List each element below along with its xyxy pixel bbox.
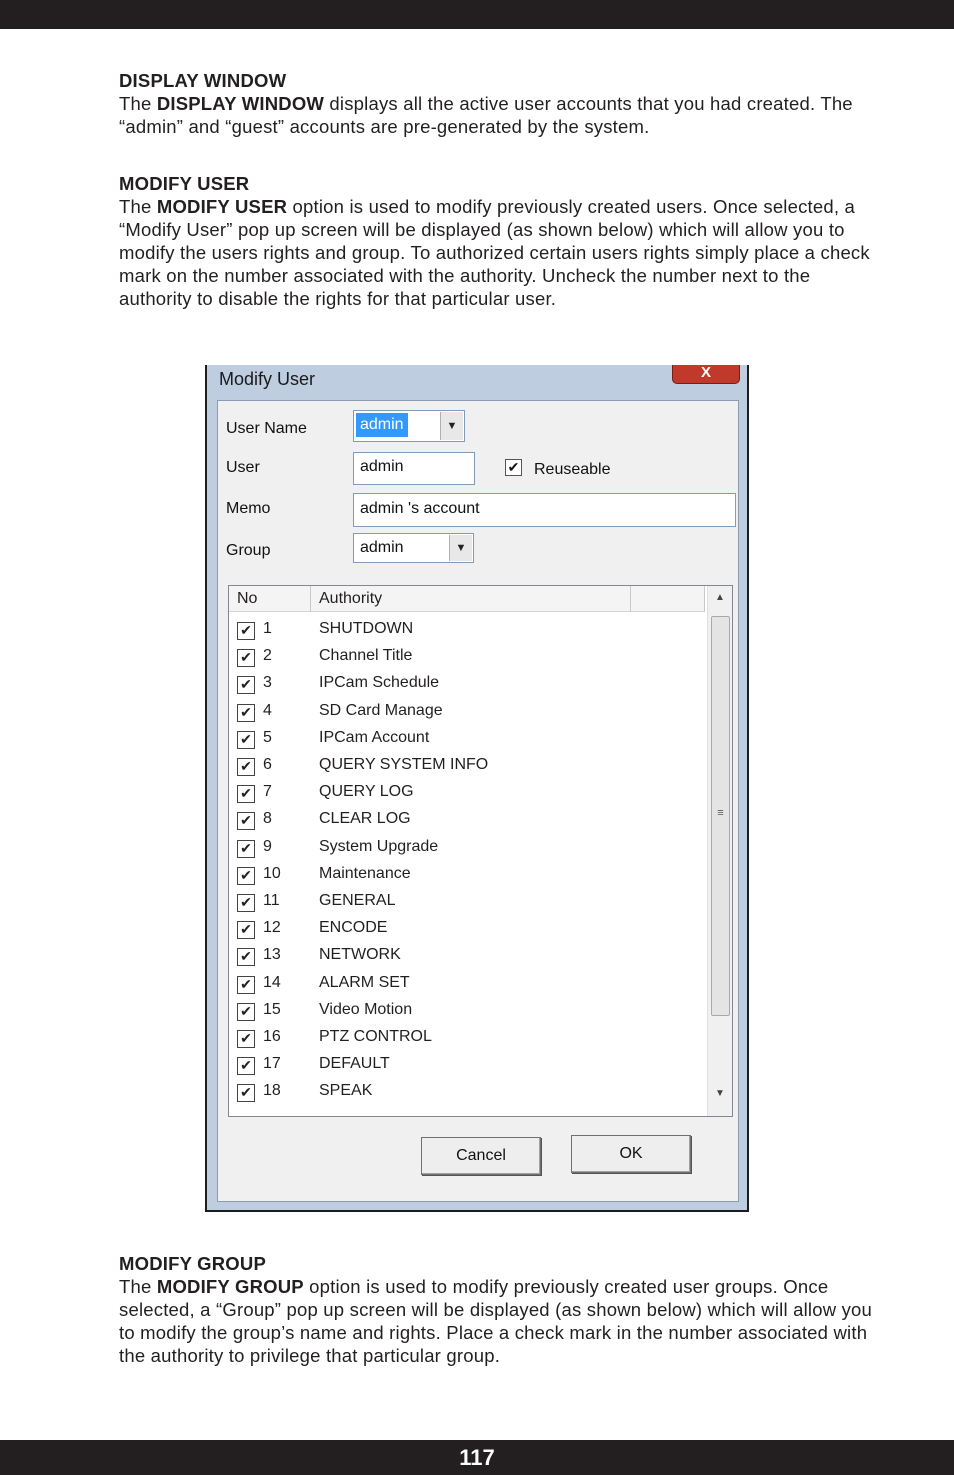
user-name-combobox[interactable]	[353, 410, 465, 442]
authority-name: ENCODE	[319, 919, 388, 937]
paragraph-bold: DISPLAY WINDOW	[156, 93, 325, 114]
group-combobox[interactable]	[353, 533, 474, 563]
user-field[interactable]: admin	[353, 452, 475, 485]
authority-name: SD Card Manage	[319, 701, 443, 719]
authority-number: 18	[263, 1082, 281, 1100]
authority-checkbox[interactable]: ✔	[237, 894, 255, 912]
memo-field[interactable]: admin 's account	[353, 493, 736, 527]
paragraph-text: displays all the active user accounts that you had created. The “admin” and “guest” accounts are pre-generated by the system.	[119, 93, 853, 137]
group-value: admin	[360, 539, 404, 556]
list-item[interactable]	[229, 1053, 699, 1080]
authority-name: DEFAULT	[319, 1055, 390, 1073]
user-label: User	[226, 459, 260, 476]
dialog-frame	[207, 365, 747, 1210]
reuseable-checkbox[interactable]: ✔	[505, 459, 522, 476]
paragraph-text: option is used to modify previously created user groups. Once selected, a “Group” pop up screen will be displayed (as shown below) which will allow you to modify the group’s name and rights. Place a check mark in the number associated with the authority to privilege that particular group.	[119, 1276, 873, 1366]
scrollbar-thumb[interactable]	[711, 616, 730, 1016]
list-item[interactable]	[229, 944, 699, 971]
authority-checkbox[interactable]: ✔	[237, 704, 255, 722]
authority-number: 1	[263, 620, 272, 637]
page-number: 117	[459, 1445, 495, 1470]
ok-button[interactable]: OK	[571, 1135, 691, 1173]
authority-name: CLEAR LOG	[319, 810, 411, 828]
section-modify-group	[119, 1252, 881, 1367]
memo-label: Memo	[226, 500, 271, 517]
authority-checkbox[interactable]: ✔	[237, 676, 255, 694]
section-display-window	[119, 69, 881, 138]
column-header-empty[interactable]	[631, 586, 705, 612]
authority-checkbox[interactable]: ✔	[237, 867, 255, 885]
authority-checkbox[interactable]: ✔	[237, 1030, 255, 1048]
list-item[interactable]	[229, 972, 699, 999]
authority-number: 15	[263, 1000, 281, 1018]
list-item[interactable]	[229, 1026, 699, 1053]
list-item[interactable]	[229, 645, 699, 672]
authority-checkbox[interactable]: ✔	[237, 649, 255, 667]
paragraph-text: option is used to modify previously created users. Once selected, a “Modify User” pop up screen will be displayed (as shown below) which will allow you to modify the users rights and group. To authorized certain users rights simply place a check mark on the number associated with the authority. Uncheck the number next to the authority to disable the rights for that particular user.	[119, 196, 870, 309]
authority-number: 2	[263, 647, 272, 665]
authority-number: 3	[263, 674, 272, 692]
authority-checkbox[interactable]: ✔	[237, 731, 255, 749]
user-name-label: User Name	[226, 420, 307, 437]
authority-checkbox[interactable]: ✔	[237, 622, 255, 640]
paragraph-bold: MODIFY USER	[156, 196, 288, 217]
authority-number: 10	[263, 864, 281, 882]
authority-checkbox[interactable]: ✔	[237, 812, 255, 830]
authority-number: 11	[263, 892, 280, 909]
section-paragraph	[119, 1275, 881, 1367]
authority-checkbox[interactable]: ✔	[237, 840, 255, 858]
list-item[interactable]	[229, 1080, 699, 1107]
section-modify-user	[119, 172, 881, 310]
authority-number: 5	[263, 728, 272, 746]
authority-name: NETWORK	[319, 946, 401, 964]
authority-name: GENERAL	[319, 892, 396, 909]
authority-checkbox[interactable]: ✔	[237, 785, 255, 803]
paragraph-text: The	[119, 196, 157, 217]
authority-checkbox[interactable]: ✔	[237, 758, 255, 776]
list-item[interactable]	[229, 754, 699, 781]
authority-number: 9	[263, 837, 272, 855]
authority-number: 7	[263, 783, 272, 801]
triangle-down-icon[interactable]: ▼	[715, 1088, 725, 1099]
list-item[interactable]	[229, 781, 699, 808]
authority-number: 8	[263, 810, 272, 828]
authority-name: IPCam Account	[319, 728, 430, 746]
top-bar	[0, 0, 954, 29]
authority-name: ALARM SET	[319, 973, 410, 991]
authority-number: 12	[263, 919, 281, 937]
authority-name: Video Motion	[319, 1000, 413, 1018]
authority-name: IPCam Schedule	[319, 674, 440, 692]
group-label: Group	[226, 542, 271, 559]
authority-number: 16	[263, 1028, 281, 1045]
list-item[interactable]	[229, 863, 699, 890]
footer-bar	[0, 1440, 954, 1475]
authority-checkbox[interactable]: ✔	[237, 1057, 255, 1075]
authority-list[interactable]	[228, 585, 733, 1117]
authority-number: 14	[263, 973, 281, 991]
authority-name: PTZ CONTROL	[319, 1028, 432, 1045]
list-item[interactable]	[229, 808, 699, 835]
column-header-no[interactable]: No	[229, 586, 311, 612]
user-name-value: admin	[356, 413, 408, 437]
list-item[interactable]	[229, 999, 699, 1026]
authority-name: QUERY LOG	[319, 783, 414, 801]
authority-number: 17	[263, 1055, 281, 1073]
dialog-client-area	[217, 400, 739, 1202]
list-item[interactable]	[229, 836, 699, 863]
list-item[interactable]	[229, 727, 699, 754]
cancel-button[interactable]: Cancel	[421, 1137, 541, 1175]
chevron-down-icon[interactable]: ▼	[440, 412, 463, 440]
authority-checkbox[interactable]: ✔	[237, 1084, 255, 1102]
list-item[interactable]	[229, 700, 699, 727]
modify-user-dialog	[205, 365, 749, 1212]
authority-name: Maintenance	[319, 864, 411, 882]
paragraph-bold: MODIFY GROUP	[156, 1276, 304, 1297]
authority-checkbox[interactable]: ✔	[237, 1003, 255, 1021]
authority-checkbox[interactable]: ✔	[237, 976, 255, 994]
section-heading: DISPLAY WINDOW	[119, 70, 287, 91]
paragraph-text: The	[119, 93, 157, 114]
list-item[interactable]	[229, 672, 699, 699]
authority-number: 13	[263, 946, 281, 964]
authority-name: QUERY SYSTEM INFO	[319, 756, 489, 773]
triangle-up-icon[interactable]: ▲	[715, 592, 725, 603]
section-heading: MODIFY USER	[119, 173, 250, 194]
list-item[interactable]	[229, 917, 699, 944]
authority-name: SHUTDOWN	[319, 620, 414, 637]
vertical-scrollbar[interactable]	[707, 586, 732, 1116]
authority-number: 6	[263, 756, 272, 773]
grip-icon: ≡	[717, 807, 724, 819]
paragraph-text: The	[119, 1276, 157, 1297]
authority-name: SPEAK	[319, 1082, 373, 1100]
section-paragraph	[119, 195, 881, 310]
close-button[interactable]	[672, 365, 740, 384]
authority-name: Channel Title	[319, 647, 413, 665]
authority-number: 4	[263, 701, 272, 719]
reuseable-label: Reuseable	[534, 461, 611, 478]
column-header-authority[interactable]: Authority	[311, 586, 631, 612]
list-item[interactable]	[229, 618, 699, 645]
authority-name: System Upgrade	[319, 837, 439, 855]
section-heading: MODIFY GROUP	[119, 1253, 266, 1274]
close-icon: X	[700, 364, 711, 381]
authority-checkbox[interactable]: ✔	[237, 921, 255, 939]
section-paragraph	[119, 92, 881, 138]
chevron-down-icon[interactable]: ▼	[449, 535, 472, 561]
authority-checkbox[interactable]: ✔	[237, 948, 255, 966]
list-item[interactable]	[229, 890, 699, 917]
dialog-title: Modify User	[219, 369, 316, 389]
